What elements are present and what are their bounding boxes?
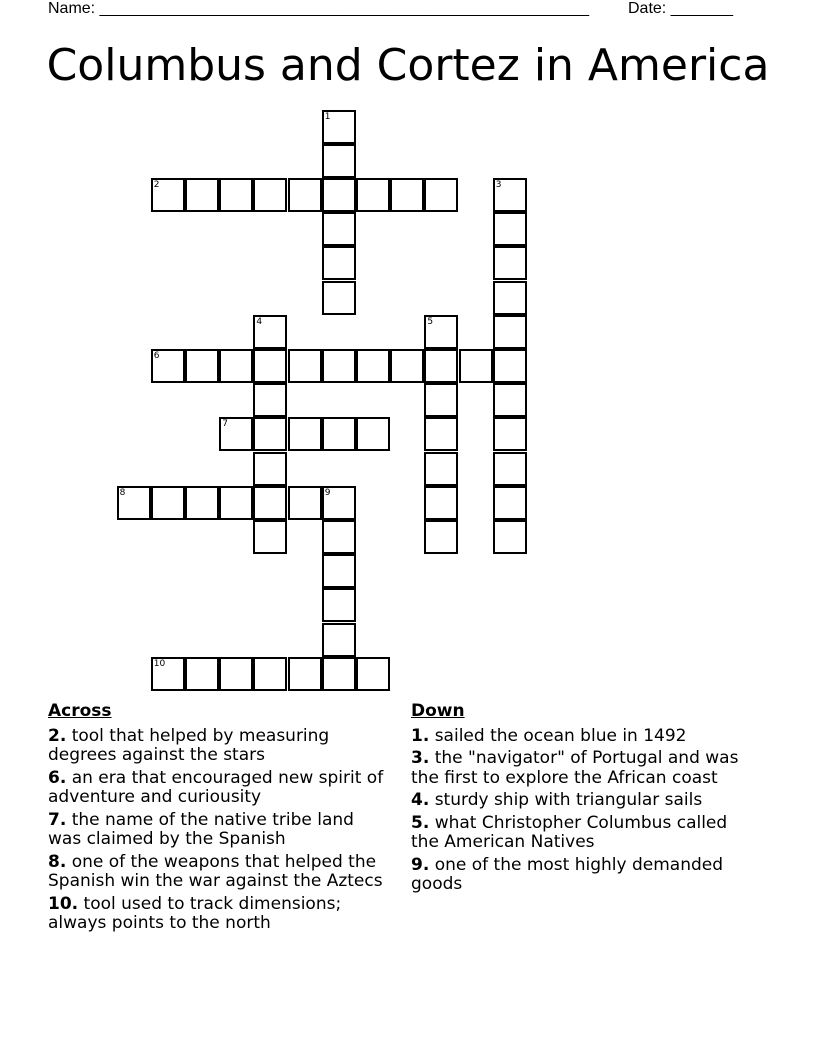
grid-cell[interactable] <box>185 178 219 212</box>
grid-cell[interactable] <box>356 417 390 451</box>
across-clue <box>48 811 388 850</box>
grid-cell[interactable] <box>253 349 287 383</box>
cell-number: 5 <box>427 316 434 327</box>
clue-text: one of the weapons that helped the Spanish win the war against the Aztecs <box>48 851 383 891</box>
clue-number: 9. <box>411 854 430 875</box>
grid-cell[interactable] <box>322 417 356 451</box>
cell-number: 2 <box>153 180 160 190</box>
clue-text: tool used to track dimensions; always points to the north <box>48 893 342 933</box>
grid-cell[interactable] <box>459 349 493 383</box>
grid-cell[interactable] <box>253 178 287 212</box>
across-clues <box>48 702 388 937</box>
grid-cell[interactable] <box>322 486 356 520</box>
grid-cell[interactable] <box>322 349 356 383</box>
grid-cell[interactable] <box>185 486 219 520</box>
clue-text: the "navigator" of Portugal and was the first to explore the African coast <box>411 748 739 788</box>
grid-cell[interactable] <box>322 657 356 691</box>
clue-text: tool that helped by measuring degrees against the stars <box>48 725 330 765</box>
cell-number: 4 <box>256 316 263 327</box>
clue-number: 3. <box>411 748 430 768</box>
grid-cell[interactable] <box>493 178 527 212</box>
grid-cell[interactable] <box>322 520 356 554</box>
grid-cell[interactable] <box>151 486 185 520</box>
clue-number: 10. <box>48 893 79 914</box>
grid-cell[interactable] <box>185 349 219 383</box>
across-clue <box>48 895 388 934</box>
grid-cell[interactable] <box>424 520 458 554</box>
grid-cell[interactable] <box>424 315 458 349</box>
clue-number: 8. <box>48 851 67 872</box>
grid-cell[interactable] <box>253 383 287 417</box>
page-title: Columbus and Cortez in America <box>46 40 770 91</box>
grid-cell[interactable] <box>253 657 287 691</box>
grid-cell[interactable] <box>493 246 527 280</box>
clue-text: one of the most highly demanded goods <box>411 854 724 894</box>
grid-cell[interactable] <box>288 417 322 451</box>
clue-number: 5. <box>411 812 430 833</box>
grid-cell[interactable] <box>151 178 185 212</box>
grid-cell[interactable] <box>322 281 356 315</box>
across-heading: Across <box>48 701 112 721</box>
grid-cell[interactable] <box>219 486 253 520</box>
grid-cell[interactable] <box>493 486 527 520</box>
grid-cell[interactable] <box>356 657 390 691</box>
grid-cell[interactable] <box>219 178 253 212</box>
grid-cell[interactable] <box>322 212 356 246</box>
grid-cell[interactable] <box>493 520 527 554</box>
grid-cell[interactable] <box>322 554 356 588</box>
grid-cell[interactable] <box>322 178 356 212</box>
grid-cell[interactable] <box>253 417 287 451</box>
grid-cell[interactable] <box>322 246 356 280</box>
date-field-label: Date: _______ <box>628 0 733 17</box>
grid-cell[interactable] <box>493 452 527 486</box>
grid-cell[interactable] <box>253 520 287 554</box>
grid-cell[interactable] <box>493 349 527 383</box>
clue-number: 4. <box>411 790 430 810</box>
cell-number: 7 <box>222 419 228 430</box>
down-clue <box>411 791 751 811</box>
across-clue <box>48 727 388 766</box>
clue-text: an era that encouraged new spirit of adventure and curiousity <box>48 767 384 807</box>
grid-cell[interactable] <box>493 212 527 246</box>
grid-cell[interactable] <box>424 178 458 212</box>
cell-number: 9 <box>324 487 331 498</box>
grid-cell[interactable] <box>322 623 356 657</box>
clue-number: 2. <box>48 725 67 746</box>
grid-cell[interactable] <box>288 486 322 520</box>
grid-cell[interactable] <box>322 110 356 144</box>
grid-cell[interactable] <box>253 486 287 520</box>
across-clue <box>48 769 388 808</box>
clue-text: the name of the native tribe land was claimed by the Spanish <box>48 809 354 849</box>
grid-cell[interactable] <box>219 657 253 691</box>
grid-cell[interactable] <box>117 486 151 520</box>
clue-number: 1. <box>411 725 430 746</box>
down-clue <box>411 749 751 788</box>
name-field-label: Name: _______________________________________________________ <box>48 0 589 17</box>
grid-cell[interactable] <box>493 383 527 417</box>
grid-cell[interactable] <box>219 417 253 451</box>
down-clue <box>411 727 751 747</box>
grid-cell[interactable] <box>219 349 253 383</box>
grid-cell[interactable] <box>424 349 458 383</box>
clue-text: sturdy ship with triangular sails <box>429 790 703 810</box>
grid-cell[interactable] <box>185 657 219 691</box>
down-clue <box>411 856 751 895</box>
clue-text: sailed the ocean blue in 1492 <box>429 725 687 746</box>
down-clues <box>411 702 751 898</box>
clue-text: what Christopher Columbus called the American Natives <box>411 812 728 852</box>
cell-number: 3 <box>495 180 502 190</box>
grid-cell[interactable] <box>424 452 458 486</box>
cell-number: 10 <box>153 658 166 669</box>
grid-cell[interactable] <box>288 657 322 691</box>
grid-cell[interactable] <box>493 281 527 315</box>
down-clue <box>411 814 751 853</box>
clue-number: 7. <box>48 809 67 830</box>
grid-cell[interactable] <box>253 452 287 486</box>
grid-cell[interactable] <box>322 144 356 178</box>
grid-cell[interactable] <box>424 486 458 520</box>
cell-number: 1 <box>324 111 331 122</box>
grid-cell[interactable] <box>151 349 185 383</box>
grid-cell[interactable] <box>356 178 390 212</box>
across-clue <box>48 853 388 892</box>
down-heading: Down <box>411 701 465 721</box>
grid-cell[interactable] <box>288 349 322 383</box>
clue-number: 6. <box>48 767 67 788</box>
grid-cell[interactable] <box>493 315 527 349</box>
cell-number: 8 <box>119 487 126 498</box>
grid-cell[interactable] <box>151 657 185 691</box>
grid-cell[interactable] <box>424 417 458 451</box>
grid-cell[interactable] <box>390 349 424 383</box>
grid-cell[interactable] <box>390 178 424 212</box>
grid-cell[interactable] <box>253 315 287 349</box>
grid-cell[interactable] <box>356 349 390 383</box>
grid-cell[interactable] <box>424 383 458 417</box>
grid-cell[interactable] <box>288 178 322 212</box>
grid-cell[interactable] <box>493 417 527 451</box>
grid-cell[interactable] <box>322 588 356 622</box>
cell-number: 6 <box>153 351 160 361</box>
